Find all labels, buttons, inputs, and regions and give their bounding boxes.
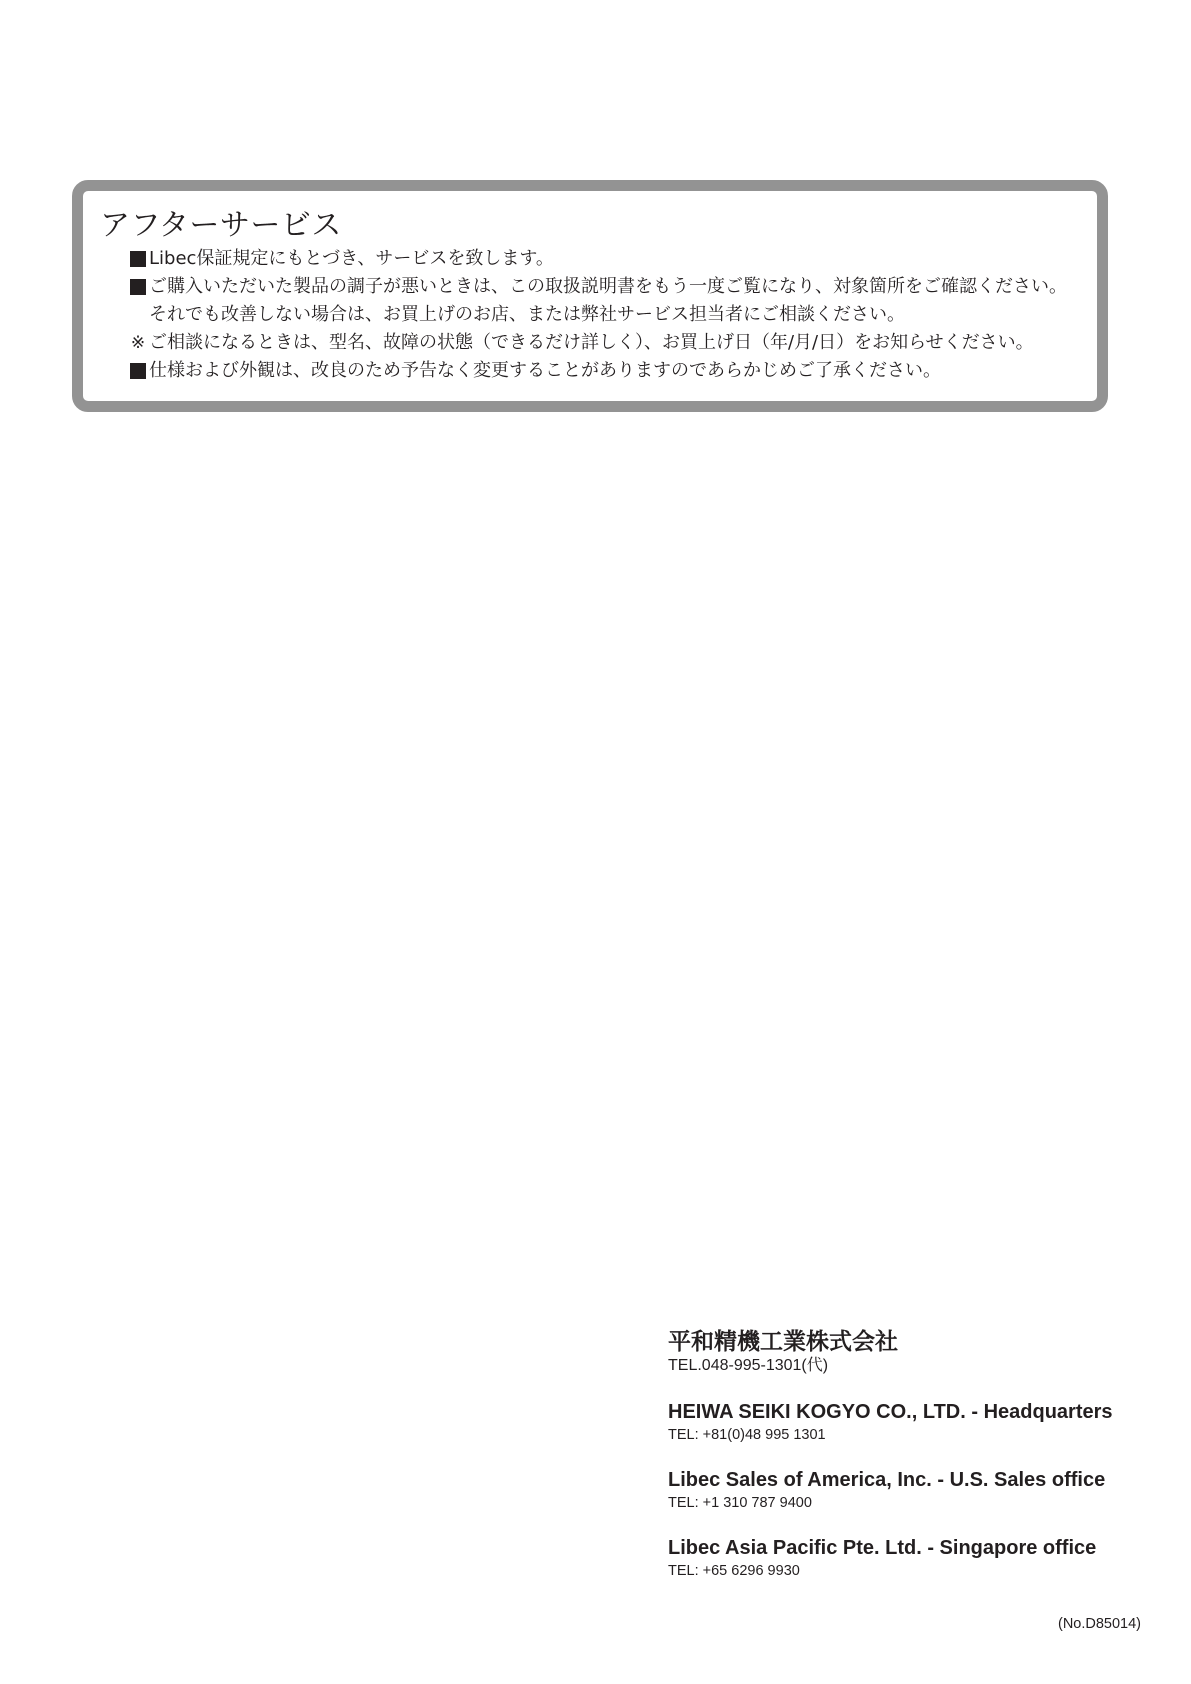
after-service-title: アフターサービス <box>100 208 342 243</box>
note-line <box>130 273 1067 301</box>
note-text: Libec保証規定にもとづき、サービスを致します。 <box>149 248 554 269</box>
note-line <box>130 301 1067 329</box>
document-number: (No.D85014) <box>1057 1616 1141 1632</box>
office-singapore <box>668 1535 1113 1581</box>
company-tel-jp: TEL.048-995-1301(代) <box>668 1357 829 1374</box>
office-name: Libec Sales of America, Inc. - U.S. Sales office <box>668 1469 1106 1491</box>
note-text: ご相談になるときは、型名、故障の状態（できるだけ詳しく）、お買上げ日（年/月/日）をお知らせください。 <box>149 332 1034 353</box>
office-tel: TEL: +81(0)48 995 1301 <box>668 1427 826 1443</box>
after-service-notes <box>130 245 1067 385</box>
note-text: それでも改善しない場合は、お買上げのお店、または弊社サービス担当者にご相談ください。 <box>149 304 905 325</box>
company-name-jp: 平和精機工業株式会社 <box>668 1329 898 1355</box>
note-line <box>130 357 1067 385</box>
square-bullet-icon <box>130 279 146 295</box>
square-bullet-icon <box>130 363 146 379</box>
note-text: 仕様および外観は、改良のため予告なく変更することがありますのであらかじめご了承ください。 <box>149 360 941 381</box>
contact-block <box>668 1328 1113 1603</box>
office-headquarters <box>668 1399 1113 1445</box>
note-text: ご購入いただいた製品の調子が悪いときは、この取扱説明書をもう一度ご覧になり、対象箇所をご確認ください。 <box>149 276 1067 297</box>
square-bullet-icon <box>130 251 146 267</box>
note-line <box>130 329 1067 357</box>
reference-mark-icon <box>130 335 146 351</box>
office-name: Libec Asia Pacific Pte. Ltd. - Singapore office <box>668 1537 1097 1559</box>
office-name: HEIWA SEIKI KOGYO CO., LTD. - Headquarters <box>668 1401 1113 1423</box>
office-tel: TEL: +65 6296 9930 <box>668 1563 800 1579</box>
office-tel: TEL: +1 310 787 9400 <box>668 1495 812 1511</box>
office-us-sales <box>668 1467 1113 1513</box>
note-line <box>130 245 1067 273</box>
